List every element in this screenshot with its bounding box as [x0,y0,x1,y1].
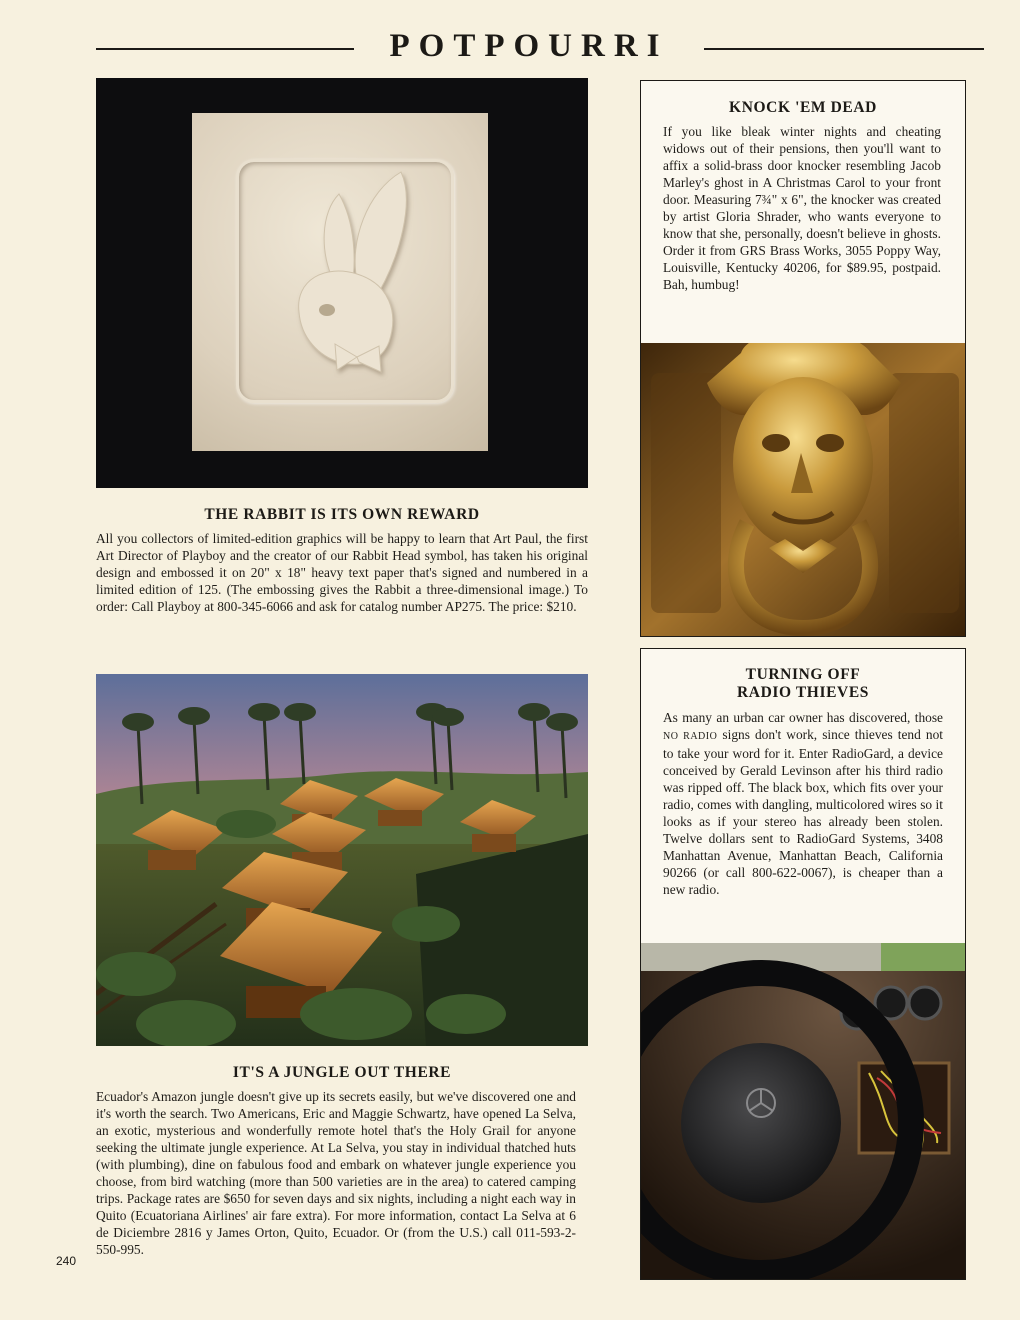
radio-body [663,709,943,898]
embossed-paper [192,113,488,451]
jungle-headline: IT'S A JUNGLE OUT THERE [232,1064,452,1081]
jungle-body [96,1088,576,1258]
section-title: POTPOURRI [389,28,669,64]
radio-headline [641,666,965,702]
rabbit-artwork-photo [96,78,588,488]
rabbit-head-emboss [239,162,451,400]
radio-thieves-box [640,648,966,1280]
knock-body-text: If you like bleak winter nights and cheating widows out of their pensions, then you'll want to affix a solid-brass door knocker resembling Jacob Marley's ghost in A Christmas Carol to your front door. Measuring 7¾" x 6", the knocker was created by artist Gloria Shrader, who wants everyone to know that she, personally, doesn't believe in ghosts. Order it from GRS Brass Works, 3055 Poppy Way, Louisville, Kentucky 40206, for $89.95, postpaid. Bah, humbug! [663,124,941,292]
radio-body-text [663,709,943,898]
jungle-painting [96,674,588,1046]
brass-knocker-illustration [641,343,965,636]
header-rule-right [704,48,984,50]
rabbit-body [96,530,588,615]
rabbit-body-text: All you collectors of limited-edition graphics will be happy to learn that Art Paul, the first Art Director of Playboy and the creator of our Rabbit Head symbol, has taken his original design and embossed it on 20" x 18" heavy text paper that's signed and numbered in a limited edition of 125. (The embossing gives the Rabbit a three-dimensional image.) To order: Call Playboy at 800-345-6066 and ask for catalog number AP275. The price: $210. [96,531,588,614]
radio-body-part2: signs don't work, since thieves tend not to take your word for it. Enter RadioGard, a device conceived by Gerald Levinson after his third radio was ripped off. The black box, which fits over your radio, comes with dangling, multicolored wires so it looks as if your stereo has already been stolen. Twelve dollars sent to RadioGard Systems, 3408 Manhattan Avenue, Manhattan Beach, California 90266 (or call 800-622-0067), is cheaper than a new radio. [663,727,943,897]
door-knocker-photo [641,343,965,636]
radio-headline-line1: TURNING OFF [745,666,861,683]
rabbit-headline: THE RABBIT IS ITS OWN REWARD [204,506,480,523]
car-dashboard-photo [641,943,965,1279]
radio-headline-line2: RADIO THIEVES [737,684,869,701]
knock-em-dead-box [640,80,966,637]
page-number: 240 [56,1254,77,1268]
radio-body-part1: As many an urban car owner has discovered, those [663,710,943,725]
knock-headline: KNOCK 'EM DEAD [729,99,877,116]
knock-body [663,123,941,293]
section-header [96,28,984,68]
header-rule-left [96,48,354,50]
steering-wheel-illustration [641,943,965,1279]
embossed-panel [236,159,454,403]
jungle-body-text: Ecuador's Amazon jungle doesn't give up its secrets easily, but we've discovered one and it's worth the search. Two Americans, Eric and Maggie Schwartz, have opened La Selva, an exotic, mysterious and wonderfully remote hotel that's the Holy Grail for anyone seeking the ultimate jungle experience. At La Selva, you stay in individual thatched huts (with plumbing), dine on fabulous food and embark on whatever jungle experience you choose, from bird watching (more than 500 varieties are in the area) to catered camping trips. Package rates are $650 for seven days and six nights, including a night each way in Quito (Ecuatoriana Airlines' air fare extra). For more information, contact La Selva at 6 de Diciembre 2816 y James Orton, Quito, Ecuador. Or (from the U.S.) call 011-593-2-550-995. [96,1089,576,1257]
no-radio-smallcaps: NO RADIO [663,731,718,742]
jungle-huts-illustration [96,674,588,1046]
